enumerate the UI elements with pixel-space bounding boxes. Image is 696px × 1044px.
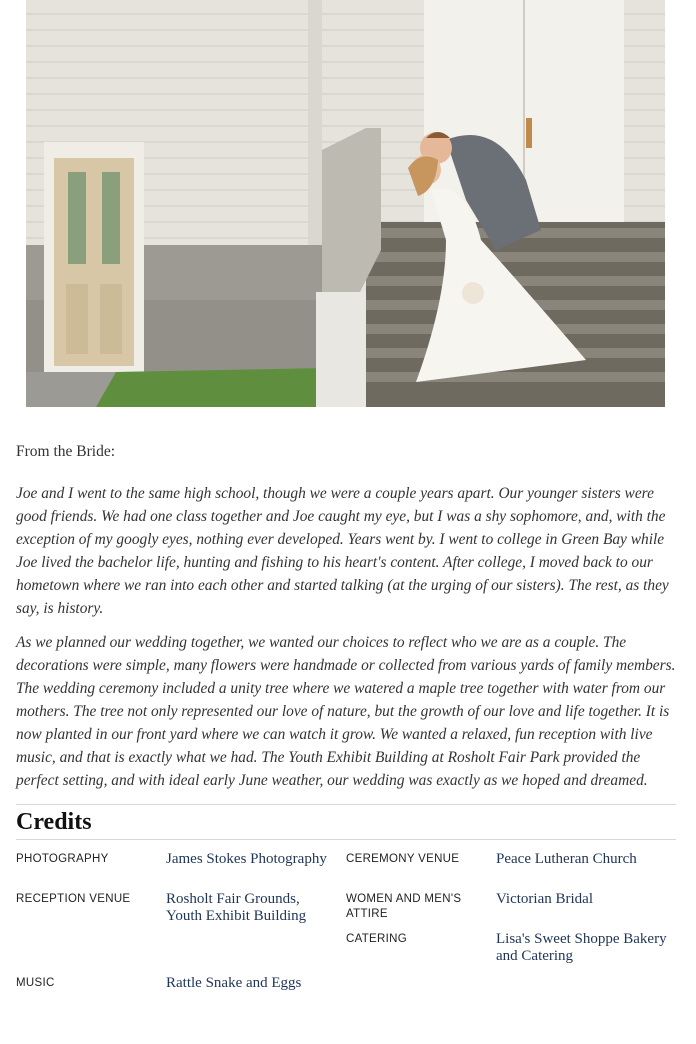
- credit-label-music: MUSIC: [16, 977, 55, 989]
- credit-link-music[interactable]: Rattle Snake and Eggs: [166, 975, 302, 991]
- credits-title: Credits: [16, 809, 92, 835]
- wedding-photo-image: [26, 0, 665, 407]
- credits-grid: [16, 840, 676, 1010]
- credit-link-catering[interactable]: Lisa's Sweet Shoppe Bakery and Catering: [496, 931, 667, 964]
- credit-link-photography[interactable]: James Stokes Photography: [166, 851, 327, 867]
- credit-label-reception-venue: RECEPTION VENUE: [16, 893, 131, 905]
- story-paragraph-1: Joe and I went to the same high school, though we were a couple years apart. Our younger sisters were good friends. We had one class together and Joe caught my eye, but I was a shy sophomore, and, with the exception of my googly eyes, nothing ever developed. Years went by. I went to college in Green Bay while Joe lived the bachelor life, hunting and fishing to his heart's content. After college, I moved back to our hometown where we ran into each other and started talking (at the urging of our sisters). The rest, as they say, is history.: [16, 485, 669, 617]
- credit-link-ceremony-venue[interactable]: Peace Lutheran Church: [496, 851, 637, 867]
- credit-label-ceremony-venue: CEREMONY VENUE: [346, 853, 460, 865]
- credit-label-attire: WOMEN AND MEN'S ATTIRE: [346, 893, 462, 920]
- intro-text: From the Bride:: [16, 443, 116, 460]
- article-content: [16, 440, 676, 1010]
- credit-label-catering: CATERING: [346, 933, 407, 945]
- wedding-photo: [26, 0, 665, 407]
- credits-divider-top: [16, 804, 676, 805]
- credit-link-reception-venue[interactable]: Rosholt Fair Grounds, Youth Exhibit Building: [166, 891, 307, 924]
- story-paragraph-2: As we planned our wedding together, we wanted our choices to reflect who we are as a couple. The decorations were simple, many flowers were handmade or collected from various yards of family members. The wedding ceremony included a unity tree where we watered a maple tree together with water from our mothers. The tree not only represented our love of nature, but the growth of our love and life together. It is now planted in our front yard where we can watch it grow. We wanted a relaxed, fun reception with live music, and that is exactly what we had. The Youth Exhibit Building at Rosholt Fair Park provided the perfect setting, and with ideal early June weather, our wedding was exactly as we hoped and dreamed.: [16, 634, 676, 789]
- credit-label-photography: PHOTOGRAPHY: [16, 853, 109, 865]
- credit-link-attire[interactable]: Victorian Bridal: [496, 891, 593, 907]
